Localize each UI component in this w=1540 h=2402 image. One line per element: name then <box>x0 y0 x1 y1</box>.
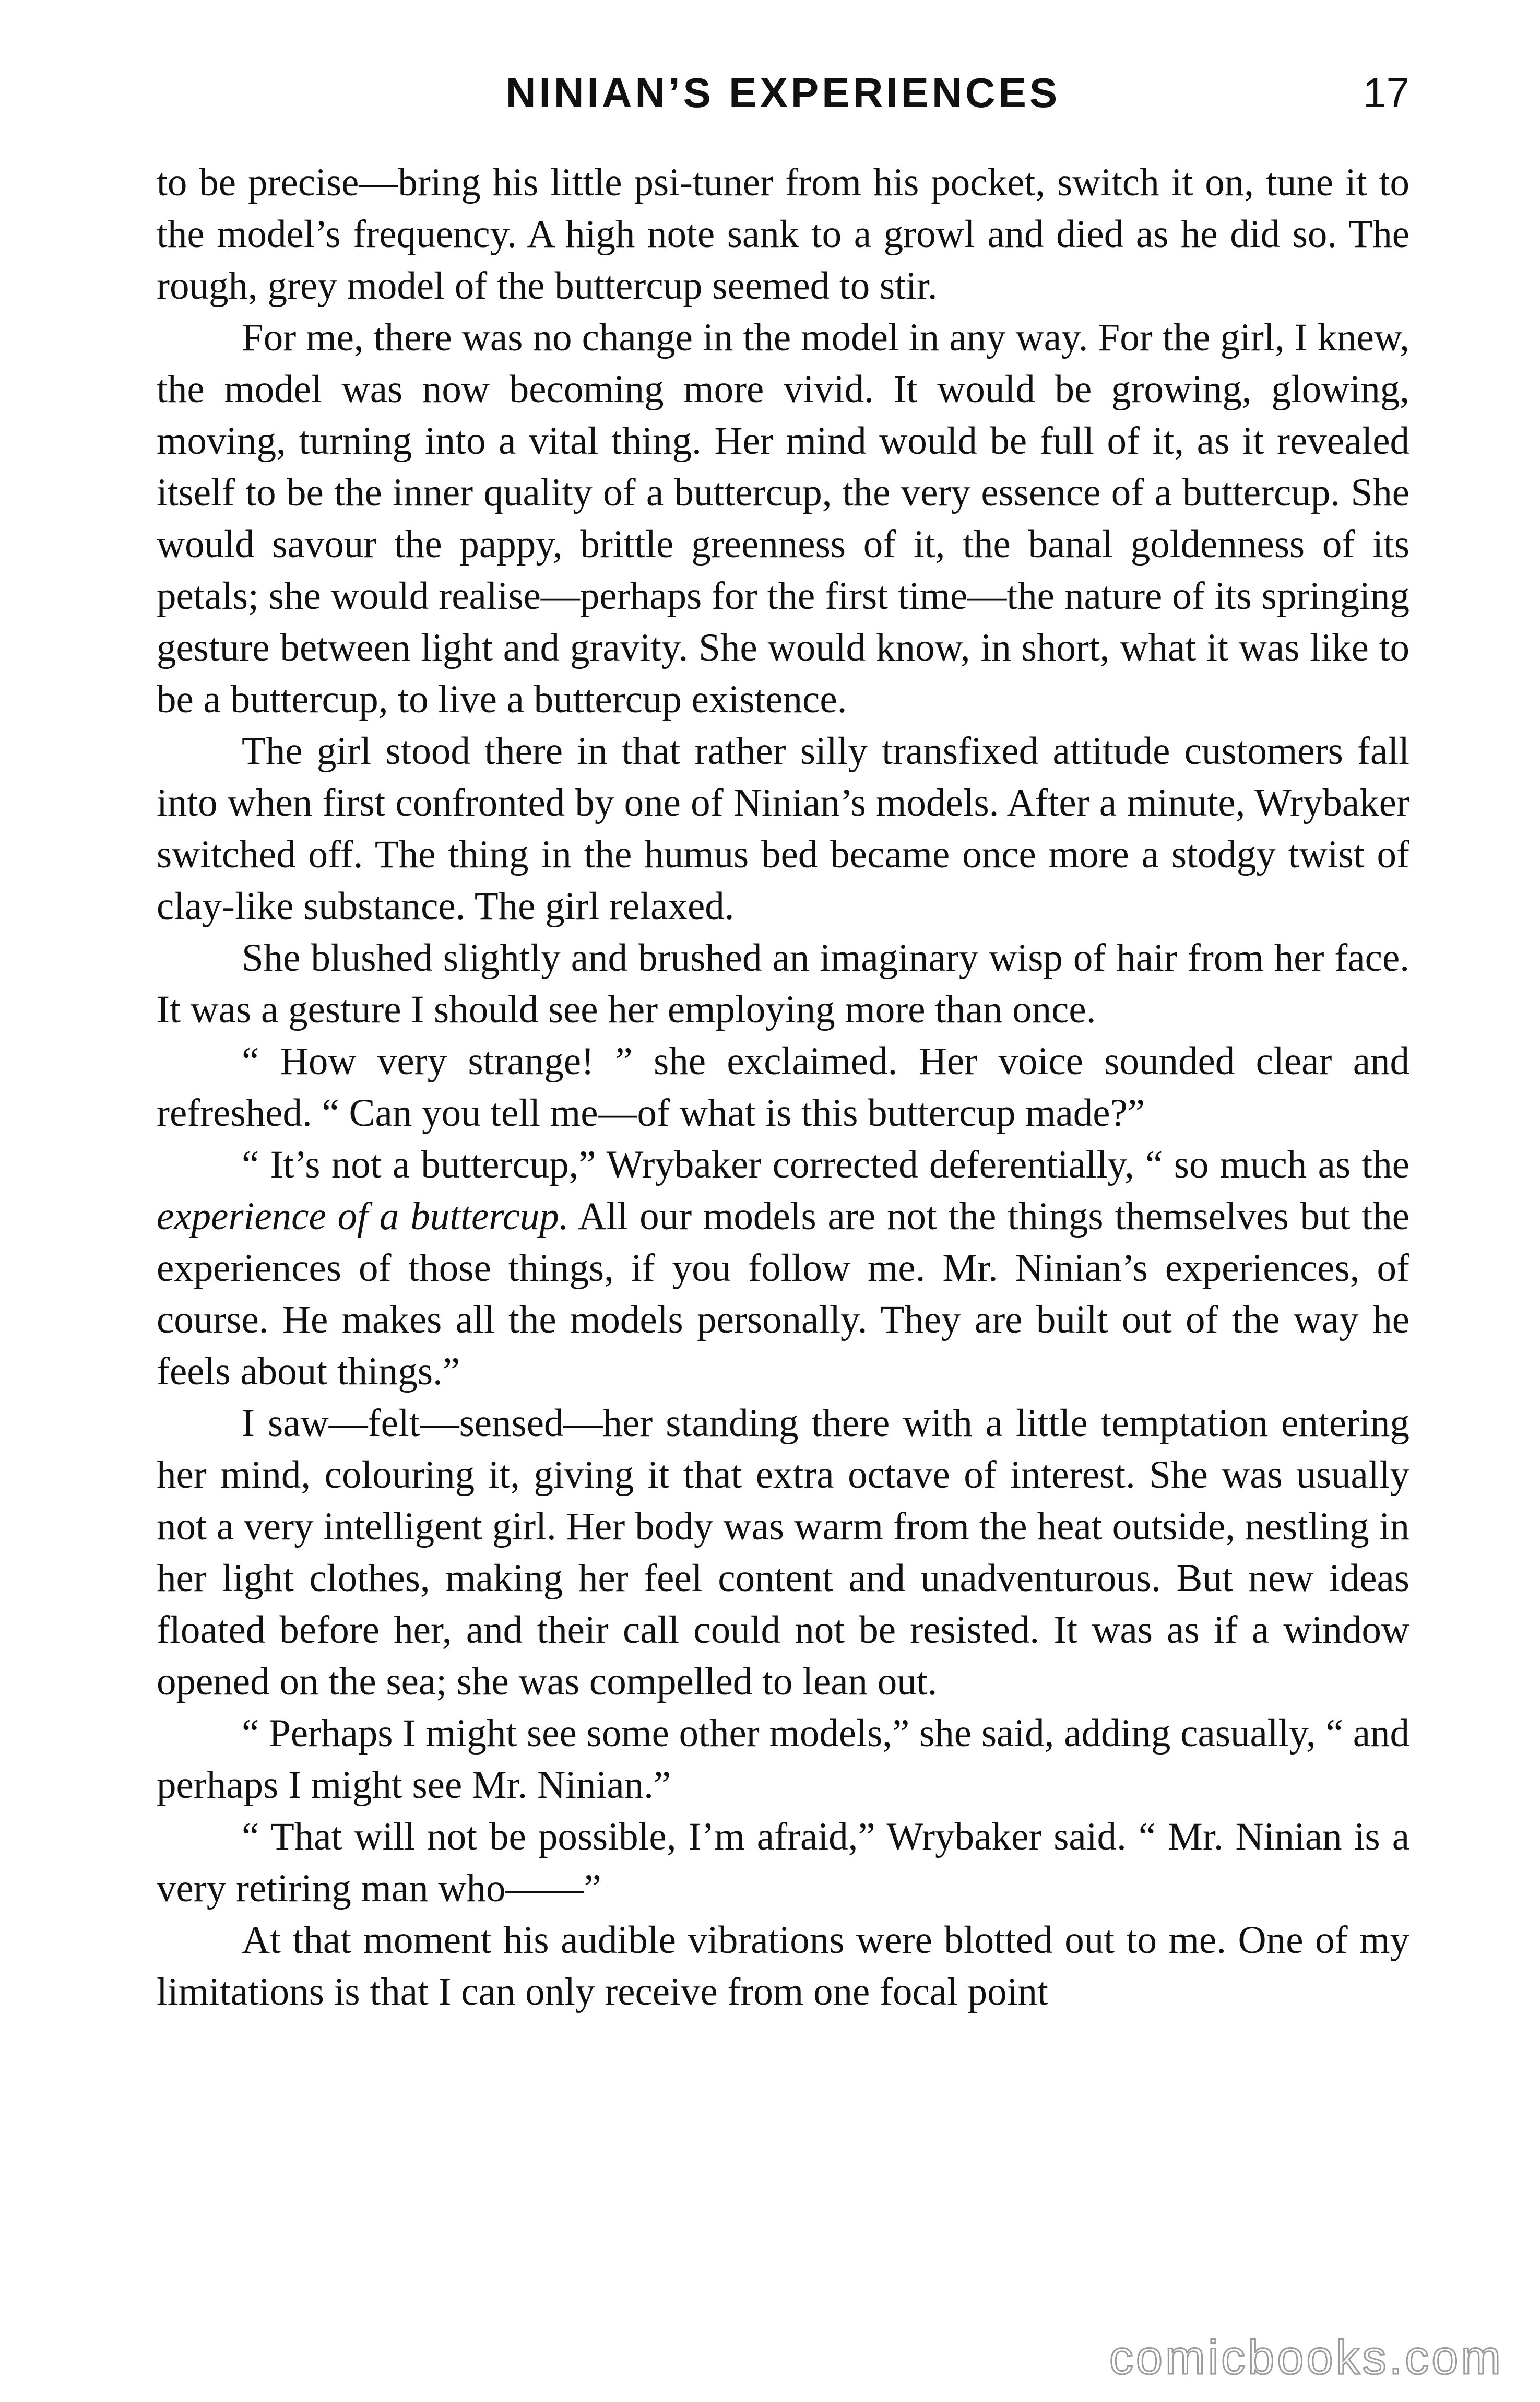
paragraph: “ That will not be possible, I’m afraid,” Wrybaker said. “ Mr. Ninian is a very retiring man who——” <box>157 1815 1409 1910</box>
site-watermark: comicbooks.com <box>1109 2331 1503 2384</box>
paragraph: The girl stood there in that rather silly transfixed attitude customers fall into when first confronted by one of Ninian’s models. After a minute, Wrybaker switched off. The thing in the humus bed became once more a stodgy twist of clay-like substance. The girl relaxed. <box>157 729 1409 928</box>
page-number: 17 <box>1363 69 1409 116</box>
paragraph: “ How very strange! ” she exclaimed. Her voice sounded clear and refreshed. “ Can you tell me—of what is this buttercup made?” <box>157 1040 1409 1135</box>
paragraph <box>157 1139 1409 1397</box>
paragraph-text: “ It’s not a buttercup,” Wrybaker corrected deferentially, “ so much as the <box>242 1143 1409 1186</box>
running-header <box>157 62 1409 124</box>
paragraph: She blushed slightly and brushed an imaginary wisp of hair from her face. It was a gesture I should see her employing more than once. <box>157 936 1409 1031</box>
paragraph-text: All our models are not the things themselves but the experiences of those things, if you follow me. Mr. Ninian’s experiences, of course. He makes all the models personally. They are built out of the way he feels about things.” <box>157 1195 1409 1393</box>
paragraph: I saw—felt—sensed—her standing there with a little temptation entering her mind, colouring it, giving it that extra octave of interest. She was usually not a very intelligent girl. Her body was warm from the heat outside, nestling in her light clothes, making her feel content and unadventurous. But new ideas floated before her, and their call could not be resisted. It was as if a window opened on the sea; she was compelled to lean out. <box>157 1402 1409 1703</box>
paragraph: For me, there was no change in the model in any way. For the girl, I knew, the model was now becoming more vivid. It would be growing, glowing, moving, turning into a vital thing. Her mind would be full of it, as it revealed itself to be the inner quality of a buttercup, the very essence of a buttercup. She would savour the pappy, brittle greenness of it, the banal goldenness of its petals; she would realise—perhaps for the first time—the nature of its springing gesture between light and gravity. She would know, in short, what it was like to be a buttercup, to live a buttercup existence. <box>157 316 1409 721</box>
body-text <box>157 157 1409 2018</box>
paragraph: to be precise—bring his little psi-tuner from his pocket, switch it on, tune it to the model’s frequency. A high note sank to a growl and died as he did so. The rough, grey model of the buttercup seemed to stir. <box>157 161 1409 308</box>
italic-phrase: experience of a buttercup. <box>157 1195 569 1238</box>
paragraph: “ Perhaps I might see some other models,” she said, adding casually, “ and perhaps I might see Mr. Ninian.” <box>157 1712 1409 1807</box>
paragraph: At that moment his audible vibrations were blotted out to me. One of my limitations is that I can only receive from one focal point <box>157 1918 1409 2014</box>
running-title: NINIAN’S EXPERIENCES <box>505 69 1061 116</box>
